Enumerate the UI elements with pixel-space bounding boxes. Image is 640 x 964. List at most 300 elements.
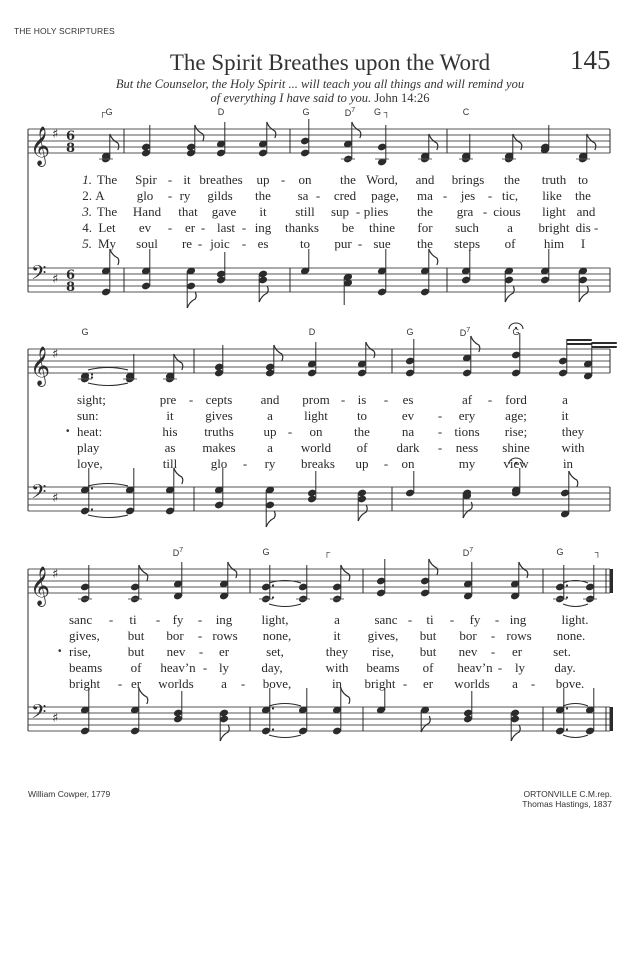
lyric-syllable: heav’n — [457, 660, 493, 675]
lyric-syllable: - — [340, 392, 346, 407]
lyric-syllable: - — [241, 236, 247, 251]
lyric-syllable: rise, — [69, 644, 92, 659]
eighth-flag — [505, 286, 514, 302]
eighth-flag — [266, 511, 275, 527]
lyric-syllable: A — [95, 188, 105, 203]
lyric-syllable: - — [530, 676, 536, 691]
lyric-syllable: to — [299, 236, 311, 251]
lyric-syllable: thine — [369, 220, 395, 235]
lyric-syllable: age; — [505, 408, 527, 423]
lyric-syllable: rise; — [504, 424, 528, 439]
dot — [272, 584, 274, 586]
lyric-syllable: sue — [373, 236, 391, 251]
lyric-syllable: the — [417, 204, 433, 219]
tie — [88, 515, 128, 518]
lyric-syllable: light — [304, 408, 328, 423]
lyric-syllable: of — [422, 660, 434, 675]
treble-clef-icon: 𝄞 — [30, 126, 51, 166]
tie — [563, 604, 588, 607]
lyric-syllable: re — [181, 236, 193, 251]
chord-symbol: G — [512, 327, 520, 337]
eighth-flag — [429, 134, 438, 150]
lyric-syllable: light — [542, 204, 566, 219]
eighth-flag — [341, 565, 350, 581]
eighth-flag — [569, 471, 578, 487]
chord-symbol: C — [462, 107, 470, 117]
eighth-flag — [187, 292, 196, 308]
eighth-flag — [139, 565, 148, 581]
lyric-syllable: glo — [136, 188, 154, 203]
lyric-syllable: as — [164, 440, 176, 455]
lyric-syllable: Let — [98, 220, 116, 235]
lyric-syllable: - — [497, 660, 503, 675]
lyric-syllable: - — [487, 188, 493, 203]
lyric-syllable: Word, — [366, 172, 398, 187]
lyric-syllable: up — [263, 424, 277, 439]
key-sharp-icon: ♯ — [52, 567, 59, 582]
lyric-syllable: sanc — [374, 612, 398, 627]
lyric-syllable: The — [96, 204, 118, 219]
lyric-syllable: gives — [205, 408, 233, 423]
eighth-flag — [513, 134, 522, 150]
epigraph-line-1: But the Counselor, the Holy Spirit ... will teach you all things and will remind you — [115, 77, 525, 91]
beam — [592, 346, 617, 348]
lyric-syllable: is — [357, 392, 367, 407]
lyric-syllable: like — [542, 188, 562, 203]
dot — [566, 728, 568, 730]
eighth-flag — [352, 122, 361, 138]
lyric-syllable: nev — [166, 644, 186, 659]
lyric-syllable: for — [417, 220, 433, 235]
lyric-syllable: tions — [454, 424, 480, 439]
lyric-syllable: - — [197, 236, 203, 251]
lyric-syllable: a — [512, 676, 518, 691]
lyric-syllable: gra — [456, 204, 474, 219]
eighth-flag — [228, 562, 237, 578]
lyric-syllable: bright — [69, 676, 101, 691]
lyric-syllable: till — [162, 456, 178, 471]
lyric-syllable: love, — [77, 456, 103, 471]
dot — [566, 596, 568, 598]
time-signature-numerator: 6 — [66, 129, 76, 144]
lyric-syllable: soul — [136, 236, 158, 251]
lyric-syllable: rows — [212, 628, 238, 643]
lyric-syllable: bove. — [555, 676, 585, 691]
lyric-syllable: beams — [366, 660, 400, 675]
lyric-syllable: on — [309, 424, 323, 439]
chord-symbol: G — [406, 327, 414, 337]
dot — [272, 707, 274, 709]
lyric-syllable: to — [577, 172, 589, 187]
tie — [563, 735, 588, 738]
lyric-syllable: light. — [561, 612, 589, 627]
lyric-syllable: shine — [502, 440, 530, 455]
lyric-syllable: cred — [333, 188, 357, 203]
lyric-syllable: a — [507, 220, 513, 235]
chord-symbol: ┌ — [323, 547, 331, 557]
lyric-syllable: tic, — [501, 188, 519, 203]
chord-symbol: G — [556, 547, 564, 557]
lyric-syllable: they — [325, 644, 349, 659]
lyric-syllable: - — [494, 612, 500, 627]
lyric-syllable: My — [97, 236, 117, 251]
bass-clef-icon: 𝄢 — [31, 261, 47, 289]
epigraph-line-2: of everything I have said to you. — [210, 91, 372, 105]
lyric-syllable: day, — [261, 660, 283, 675]
lyric-syllable: - — [167, 220, 173, 235]
lyric-syllable: steps — [454, 236, 480, 251]
tie — [269, 604, 301, 607]
lyric-syllable: bright — [538, 220, 570, 235]
tune-name: ORTONVILLE C.M.rep. — [523, 789, 612, 799]
lyric-syllable: ma — [417, 188, 433, 203]
tie — [88, 383, 128, 386]
lyric-syllable: view — [503, 456, 529, 471]
scripture-reference: John 14:26 — [374, 91, 430, 105]
lyric-syllable: jes — [460, 188, 476, 203]
lyric-syllable: set. — [553, 644, 571, 659]
lyric-syllable: - — [490, 644, 496, 659]
lyric-syllable: - — [437, 424, 443, 439]
tie — [269, 704, 301, 707]
lyric-syllable: es — [402, 392, 414, 407]
lyric-syllable: The — [96, 172, 118, 187]
lyric-syllable: pur — [334, 236, 352, 251]
lyric-syllable: sanc — [69, 612, 93, 627]
lyric-syllable: to — [356, 408, 368, 423]
lyric-syllable: the — [575, 188, 591, 203]
lyric-syllable: bor — [459, 628, 477, 643]
lyric-syllable: - — [383, 392, 389, 407]
lyric-syllable: play — [77, 440, 100, 455]
lyric-syllable: ing — [254, 220, 272, 235]
eighth-flag — [579, 286, 588, 302]
lyric-syllable: ing — [509, 612, 527, 627]
lyric-syllable: sup — [330, 204, 350, 219]
lyric-syllable: - — [242, 456, 248, 471]
chord-symbol: $D^7$ — [344, 107, 356, 118]
chord-symbol: ┌G — [99, 107, 113, 117]
lyric-syllable: they — [561, 424, 585, 439]
lyric-syllable: his — [162, 424, 178, 439]
lyric-syllable: truth — [541, 172, 567, 187]
verse-number: 4. — [82, 220, 92, 235]
lyric-syllable: worlds — [158, 676, 194, 691]
lyric-syllable: - — [280, 172, 286, 187]
lyric-syllable: my — [458, 456, 476, 471]
lyric-syllable: ford — [505, 392, 527, 407]
chord-symbol: D — [308, 327, 316, 337]
lyric-syllable: last — [216, 220, 236, 235]
lyric-syllable: dark — [396, 440, 420, 455]
lyric-syllable: gives, — [69, 628, 100, 643]
chord-symbol: ┐ — [594, 547, 602, 557]
lyric-syllable: him — [543, 236, 565, 251]
beam — [592, 342, 617, 344]
lyric-syllable: ness — [455, 440, 479, 455]
lyric-syllable: cious — [493, 204, 521, 219]
eighth-flag — [421, 716, 430, 732]
lyric-syllable: worlds — [454, 676, 490, 691]
lyric-syllable: - — [437, 408, 443, 423]
lyric-syllable: a — [267, 440, 273, 455]
lyric-syllable: ev — [138, 220, 152, 235]
tune-credit — [522, 789, 612, 809]
lyric-syllable: beams — [69, 660, 103, 675]
lyric-syllable: pre — [159, 392, 177, 407]
lyric-syllable: - — [240, 676, 246, 691]
lyric-syllable: light, — [261, 612, 289, 627]
lyric-syllable: makes — [202, 440, 236, 455]
lyric-syllable: - — [198, 644, 204, 659]
chord-symbol: G — [81, 327, 89, 337]
lyric-syllable: a — [334, 612, 340, 627]
chord-symbol: D — [217, 107, 225, 117]
lyric-syllable: - — [383, 456, 389, 471]
eighth-flag — [267, 122, 276, 138]
lyric-syllable: bor — [166, 628, 184, 643]
lyric-syllable: - — [437, 440, 443, 455]
eighth-flag — [587, 134, 596, 150]
eighth-flag — [429, 559, 438, 575]
lyric-syllable: gives, — [367, 628, 399, 643]
lyric-syllable: it — [333, 628, 341, 643]
lyric-syllable: ti — [426, 612, 434, 627]
lyric-syllable: ly — [218, 660, 230, 675]
lyric-syllable: the — [354, 424, 370, 439]
lyric-syllable: of — [130, 660, 142, 675]
lyric-syllable: er — [511, 644, 523, 659]
lyric-syllable: such — [455, 220, 479, 235]
tie — [88, 368, 128, 371]
lyric-syllable: with — [561, 440, 585, 455]
lyric-syllable: - — [200, 220, 206, 235]
dot — [272, 596, 274, 598]
lyric-syllable: fy — [172, 612, 184, 627]
lyric-syllable: - — [241, 220, 247, 235]
lyric-syllable: of — [504, 236, 516, 251]
hymn-title: The Spirit Breathes upon the Word — [169, 50, 491, 75]
tie — [269, 735, 301, 738]
lyric-syllable: a — [562, 392, 568, 407]
eighth-flag — [341, 688, 350, 704]
lyric-syllable: - — [355, 204, 361, 219]
lyric-syllable: but — [419, 628, 437, 643]
lyric-syllable: - — [442, 188, 448, 203]
time-signature-denominator: 8 — [66, 141, 76, 156]
hymn-number: 145 — [570, 45, 611, 75]
lyric-syllable: Spir — [135, 172, 157, 187]
lyric-syllable: - — [167, 172, 173, 187]
lyric-syllable: brings — [451, 172, 485, 187]
section-label: THE HOLY SCRIPTURES — [14, 26, 115, 36]
lyric-syllable: day. — [554, 660, 576, 675]
lyric-syllable: joic — [210, 236, 230, 251]
lyric-syllable: ry — [264, 456, 276, 471]
lyric-syllable: heat: — [77, 424, 103, 439]
lyric-syllable: bright — [364, 676, 396, 691]
lyric-syllable: the — [504, 172, 520, 187]
lyric-syllable: glo — [210, 456, 228, 471]
lyric-syllable: - — [487, 392, 493, 407]
lyric-syllable: still — [295, 204, 315, 219]
eighth-flag — [366, 342, 375, 358]
eighth-flag — [511, 725, 520, 741]
lyric-syllable: it — [166, 408, 174, 423]
lyric-syllable: page, — [371, 188, 399, 203]
lyric-syllable: es — [257, 236, 269, 251]
lyric-syllable: na — [401, 424, 415, 439]
lyric-syllable: and — [260, 392, 280, 407]
lyric-syllable: - — [117, 676, 123, 691]
lyric-syllable: thanks — [285, 220, 319, 235]
bullet-marker: • — [66, 426, 70, 437]
lyric-syllable: a — [221, 676, 227, 691]
lyric-syllable: dis - — [575, 220, 599, 235]
chord-symbol: G — [302, 107, 310, 117]
lyric-syllable: - — [167, 188, 173, 203]
lyric-syllable: and — [415, 172, 435, 187]
lyric-syllable: plies — [363, 204, 389, 219]
lyric-syllable: world — [300, 440, 332, 455]
lyric-syllable: - — [449, 612, 455, 627]
treble-clef-icon: 𝄞 — [30, 346, 51, 386]
lyric-syllable: - — [108, 612, 114, 627]
eighth-flag — [174, 354, 183, 370]
lyric-syllable: cepts — [205, 392, 233, 407]
lyric-syllable: fy — [469, 612, 481, 627]
lyric-syllable: - — [490, 628, 496, 643]
composer-credit: Thomas Hastings, 1837 — [522, 799, 612, 809]
lyric-syllable: heav’n — [160, 660, 196, 675]
lyric-syllable: sa — [297, 188, 309, 203]
lyric-syllable: and — [576, 204, 596, 219]
lyric-syllable: ti — [129, 612, 137, 627]
time-signature-numerator: 6 — [66, 268, 76, 283]
lyric-syllable: af — [461, 392, 473, 407]
beam — [567, 343, 592, 345]
lyric-syllable: none. — [556, 628, 586, 643]
lyric-syllable: but — [127, 644, 145, 659]
lyric-syllable: gave — [211, 204, 237, 219]
lyric-syllable: in — [562, 456, 574, 471]
chord-symbol: $D^7$ — [172, 547, 184, 558]
lyric-syllable: on — [298, 172, 312, 187]
lyric-syllable: ev — [401, 408, 415, 423]
bullet-marker: • — [58, 646, 62, 657]
lyric-syllable: - — [287, 424, 293, 439]
lyric-syllable: breathes — [199, 172, 243, 187]
tie — [88, 484, 128, 487]
eighth-flag — [463, 502, 472, 518]
lyric-syllable: but — [127, 628, 145, 643]
lyric-syllable: - — [197, 628, 203, 643]
bass-clef-icon: 𝄢 — [31, 700, 47, 728]
lyric-syllable: I — [580, 236, 586, 251]
bass-clef-icon: 𝄢 — [31, 480, 47, 508]
lyric-syllable: it — [259, 204, 267, 219]
chord-symbol: G — [262, 547, 270, 557]
eighth-flag — [110, 134, 119, 150]
eighth-flag — [519, 562, 528, 578]
lyric-syllable: nev — [458, 644, 478, 659]
lyric-syllable: - — [197, 612, 203, 627]
eighth-flag — [274, 345, 283, 361]
dot — [566, 707, 568, 709]
lyric-syllable: it — [183, 172, 191, 187]
text-author-credit: William Cowper, 1779 — [28, 789, 111, 799]
verse-number: 3. — [82, 204, 92, 219]
key-sharp-icon: ♯ — [52, 347, 59, 362]
lyric-syllable: gilds — [207, 188, 233, 203]
lyric-syllable: prom — [302, 392, 330, 407]
lyric-syllable: - — [188, 392, 194, 407]
lyric-syllable: - — [315, 188, 321, 203]
lyric-syllable: Hand — [132, 204, 162, 219]
lyric-syllable: that — [178, 204, 198, 219]
lyric-syllable: of — [356, 440, 368, 455]
lyric-syllable: - — [357, 236, 363, 251]
eighth-flag — [195, 125, 204, 141]
lyric-syllable: - — [482, 204, 488, 219]
dot — [91, 508, 93, 510]
final-barline — [610, 569, 613, 593]
lyric-syllable: on — [401, 456, 415, 471]
eighth-flag — [358, 505, 367, 521]
lyric-syllable: sight; — [77, 392, 106, 407]
eighth-flag — [259, 286, 268, 302]
lyric-syllable: with — [325, 660, 349, 675]
lyric-syllable: - — [155, 612, 161, 627]
lyric-syllable: - — [202, 660, 208, 675]
lyric-syllable: sun: — [77, 408, 99, 423]
lyric-syllable: - — [407, 612, 413, 627]
key-sharp-icon: ♯ — [52, 272, 59, 287]
lyric-syllable: breaks — [301, 456, 335, 471]
key-sharp-icon: ♯ — [52, 711, 59, 726]
eighth-flag — [471, 336, 480, 352]
lyric-syllable: but — [419, 644, 437, 659]
lyric-syllable: er — [422, 676, 434, 691]
dot — [566, 584, 568, 586]
treble-clef-icon: 𝄞 — [30, 566, 51, 606]
lyric-syllable: set, — [266, 644, 284, 659]
lyric-syllable: be — [341, 220, 355, 235]
lyric-syllable: up — [256, 172, 270, 187]
lyric-syllable: ry — [179, 188, 191, 203]
lyric-syllable: er — [184, 220, 196, 235]
time-signature-denominator: 8 — [66, 280, 76, 295]
lyric-syllable: the — [417, 236, 433, 251]
chord-symbol: $D^7$ — [459, 327, 471, 338]
chord-symbol: G ┐ — [374, 107, 390, 117]
final-barline — [610, 707, 613, 731]
lyric-syllable: in — [331, 676, 343, 691]
key-sharp-icon: ♯ — [52, 127, 59, 142]
verse-number: 2. — [82, 188, 92, 203]
eighth-flag — [220, 725, 229, 741]
dot — [91, 376, 93, 378]
lyric-syllable: the — [340, 172, 356, 187]
lyric-syllable: ing — [215, 612, 233, 627]
lyric-syllable: bove, — [262, 676, 292, 691]
beam — [567, 339, 592, 341]
tie — [563, 704, 588, 707]
lyric-syllable: up — [355, 456, 369, 471]
dot — [272, 728, 274, 730]
lyric-syllable: er — [218, 644, 230, 659]
lyric-syllable: none, — [262, 628, 292, 643]
